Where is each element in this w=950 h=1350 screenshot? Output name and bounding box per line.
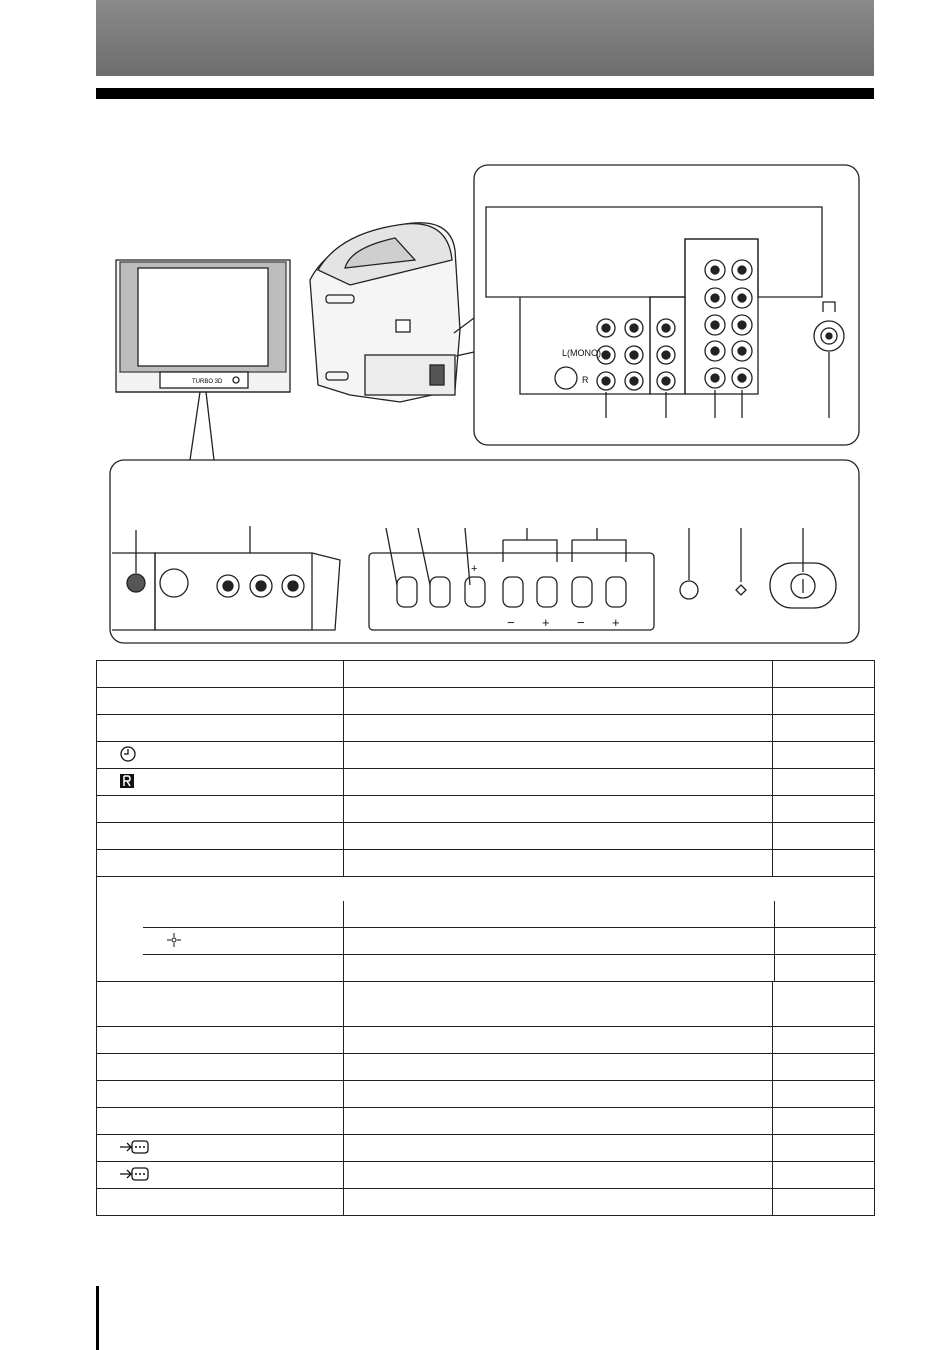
table-cell-description [344,982,773,1027]
table-cell-page [773,850,875,877]
antenna-jack [814,302,844,351]
table-cell-feature [97,1027,344,1054]
table-cell-page [773,715,875,742]
table-cell-feature [97,1189,344,1216]
table-cell-page [773,796,875,823]
table-cell-feature [97,823,344,850]
table-row [97,742,875,769]
table-cell-feature [143,928,344,955]
table-cell-feature [97,688,344,715]
rear-label-lmono: L(MONO) [562,348,601,358]
table-row [97,769,875,796]
table-cell-description [344,796,773,823]
table-cell-page [773,769,875,796]
table-row [97,1027,875,1054]
table-cell-feature [143,901,344,928]
table-cell-feature [97,982,344,1027]
table-cell-description [344,688,773,715]
table-subrow [143,955,876,982]
table-row [97,661,875,688]
table-cell-description [344,1054,773,1081]
table-cell-feature [97,742,344,769]
table-cell-feature [97,1135,344,1162]
table-cell-description [344,769,773,796]
tv-diagram [0,0,950,660]
table-cell-feature [97,1162,344,1189]
picture-center-icon [165,932,183,951]
table-row [97,823,875,850]
table-cell-feature [143,955,344,982]
table-cell-description [344,928,775,955]
feature-table [96,660,875,1216]
table-cell-page [773,661,875,688]
table-cell-description [344,1027,773,1054]
sign-plus-top: + [471,563,478,575]
table-row [97,1135,875,1162]
reset-icon [119,773,135,792]
table-cell-description [344,742,773,769]
table-cell-description [344,901,775,928]
av-input-icon [119,1139,149,1158]
tv-rear-illustration [310,223,460,402]
table-group-row [97,877,875,982]
rear-jacks-group-2 [705,260,752,388]
table-cell-description [344,1189,773,1216]
table-row [97,1054,875,1081]
table-cell-feature [97,1108,344,1135]
table-cell-description [344,1108,773,1135]
table-cell-feature [97,796,344,823]
table-cell-page [773,1027,875,1054]
table-cell-feature [97,769,344,796]
table-cell-page [773,1054,875,1081]
table-row [97,1189,875,1216]
front-panel-callout [110,460,859,643]
table-cell-feature [97,1054,344,1081]
table-cell-page [773,688,875,715]
table-cell-description [344,850,773,877]
table-cell-page [773,1108,875,1135]
table-cell-page [773,1135,875,1162]
table-subrow [143,928,876,955]
table-row [97,850,875,877]
page-margin-bar [96,1286,99,1350]
sign-minus-1: − [507,615,515,630]
table-cell-feature [97,715,344,742]
sign-minus-2: − [577,615,585,630]
table-cell-description [344,661,773,688]
table-row [97,1162,875,1189]
sign-plus-2: + [612,615,620,630]
table-row [97,688,875,715]
table-cell-page [773,982,875,1027]
rear-label-r: R [582,375,589,385]
table-group-cell [97,877,875,982]
table-cell-feature [97,850,344,877]
tv-front-illustration [116,260,290,392]
table-cell-description [344,955,775,982]
table-cell-page [773,1081,875,1108]
table-cell-feature [97,661,344,688]
table-row [97,982,875,1027]
table-row [97,1081,875,1108]
table-cell-description [344,715,773,742]
table-cell-description [344,823,773,850]
front-badge: TURBO 3D [192,379,223,385]
table-row [97,715,875,742]
table-cell-page [775,901,877,928]
table-cell-feature [97,1081,344,1108]
table-cell-page [773,1189,875,1216]
table-cell-page [775,928,877,955]
table-cell-page [773,1162,875,1189]
timer-icon [119,745,137,766]
sign-plus-1: + [542,615,550,630]
table-cell-description [344,1162,773,1189]
table-cell-page [773,823,875,850]
table-cell-page [773,742,875,769]
table-cell-description [344,1081,773,1108]
table-subrow [143,901,876,928]
table-row [97,1108,875,1135]
table-row [97,796,875,823]
table-cell-page [775,955,877,982]
table-cell-description [344,1135,773,1162]
av-input-icon [119,1166,149,1185]
